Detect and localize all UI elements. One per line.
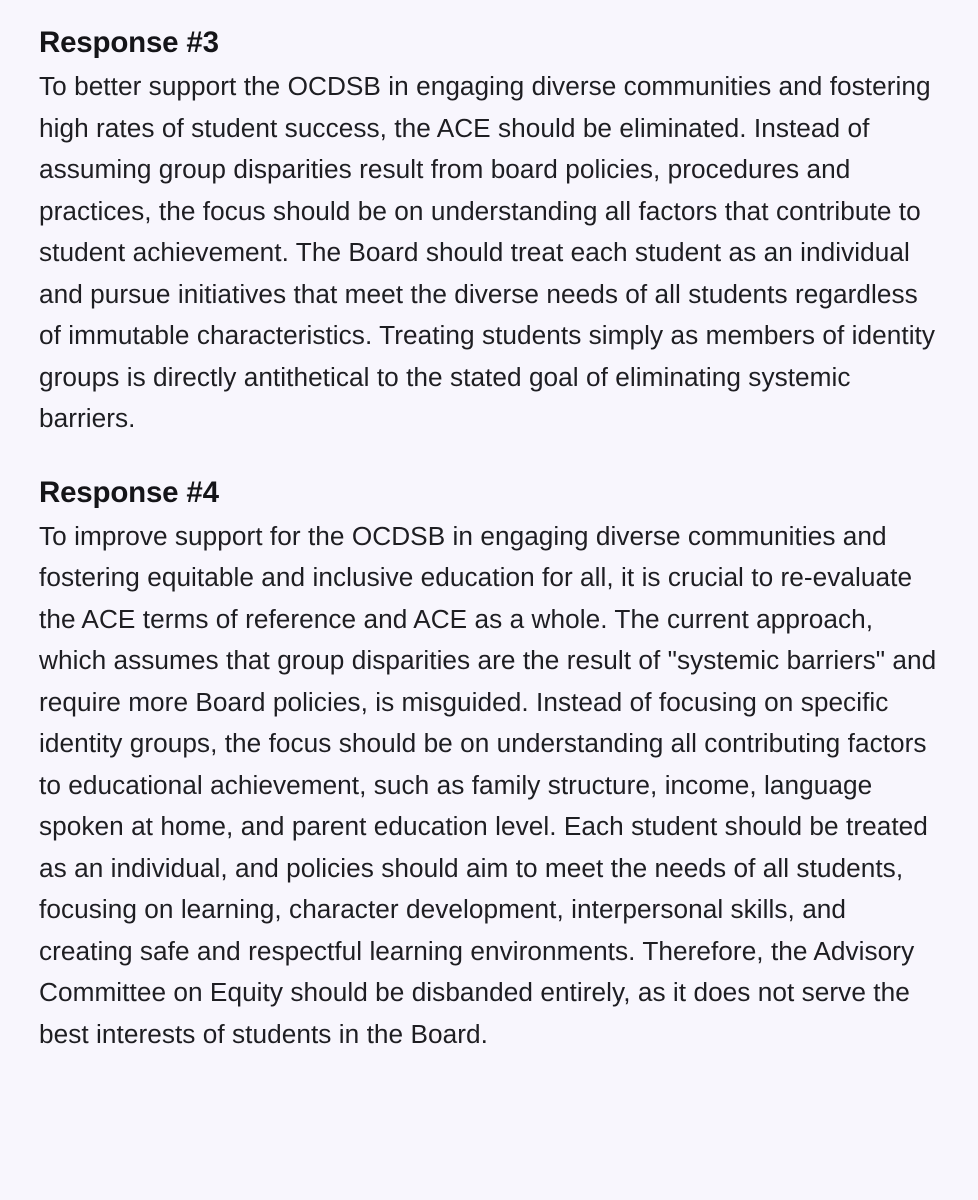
response-4-section bbox=[39, 470, 938, 1056]
response-4-heading: Response #4 bbox=[39, 475, 219, 509]
response-3-section bbox=[39, 20, 938, 440]
response-4-body: To improve support for the OCDSB in engaging diverse communities and fostering equitable and inclusive education for all, it is crucial to re-evaluate the ACE terms of reference and ACE as a whole. The current approach, which assumes that group disparities are the result of "systemic barriers" and require more Board policies, is misguided. Instead of focusing on specific identity groups, the focus should be on understanding all contributing factors to educational achievement, such as family structure, income, language spoken at home, and parent education level. Each student should be treated as an individual, and policies should aim to meet the needs of all students, focusing on learning, character development, interpersonal skills, and creating safe and respectful learning environments. Therefore, the Advisory Committee on Equity should be disbanded entirely, as it does not serve the best interests of students in the Board. bbox=[39, 520, 937, 1049]
response-3-heading: Response #3 bbox=[39, 26, 219, 59]
response-3-body: To better support the OCDSB in engaging diverse communities and fostering high rates of student success, the ACE should be eliminated. Instead of assuming group disparities result from board policies, procedures and practices, the focus should be on understanding all factors that contribute to student achievement. The Board should treat each student as an individual and pursue initiatives that meet the diverse needs of all students regardless of immutable characteristics. Treating students simply as members of identity groups is directly antithetical to the stated goal of eliminating systemic barriers. bbox=[39, 71, 936, 433]
